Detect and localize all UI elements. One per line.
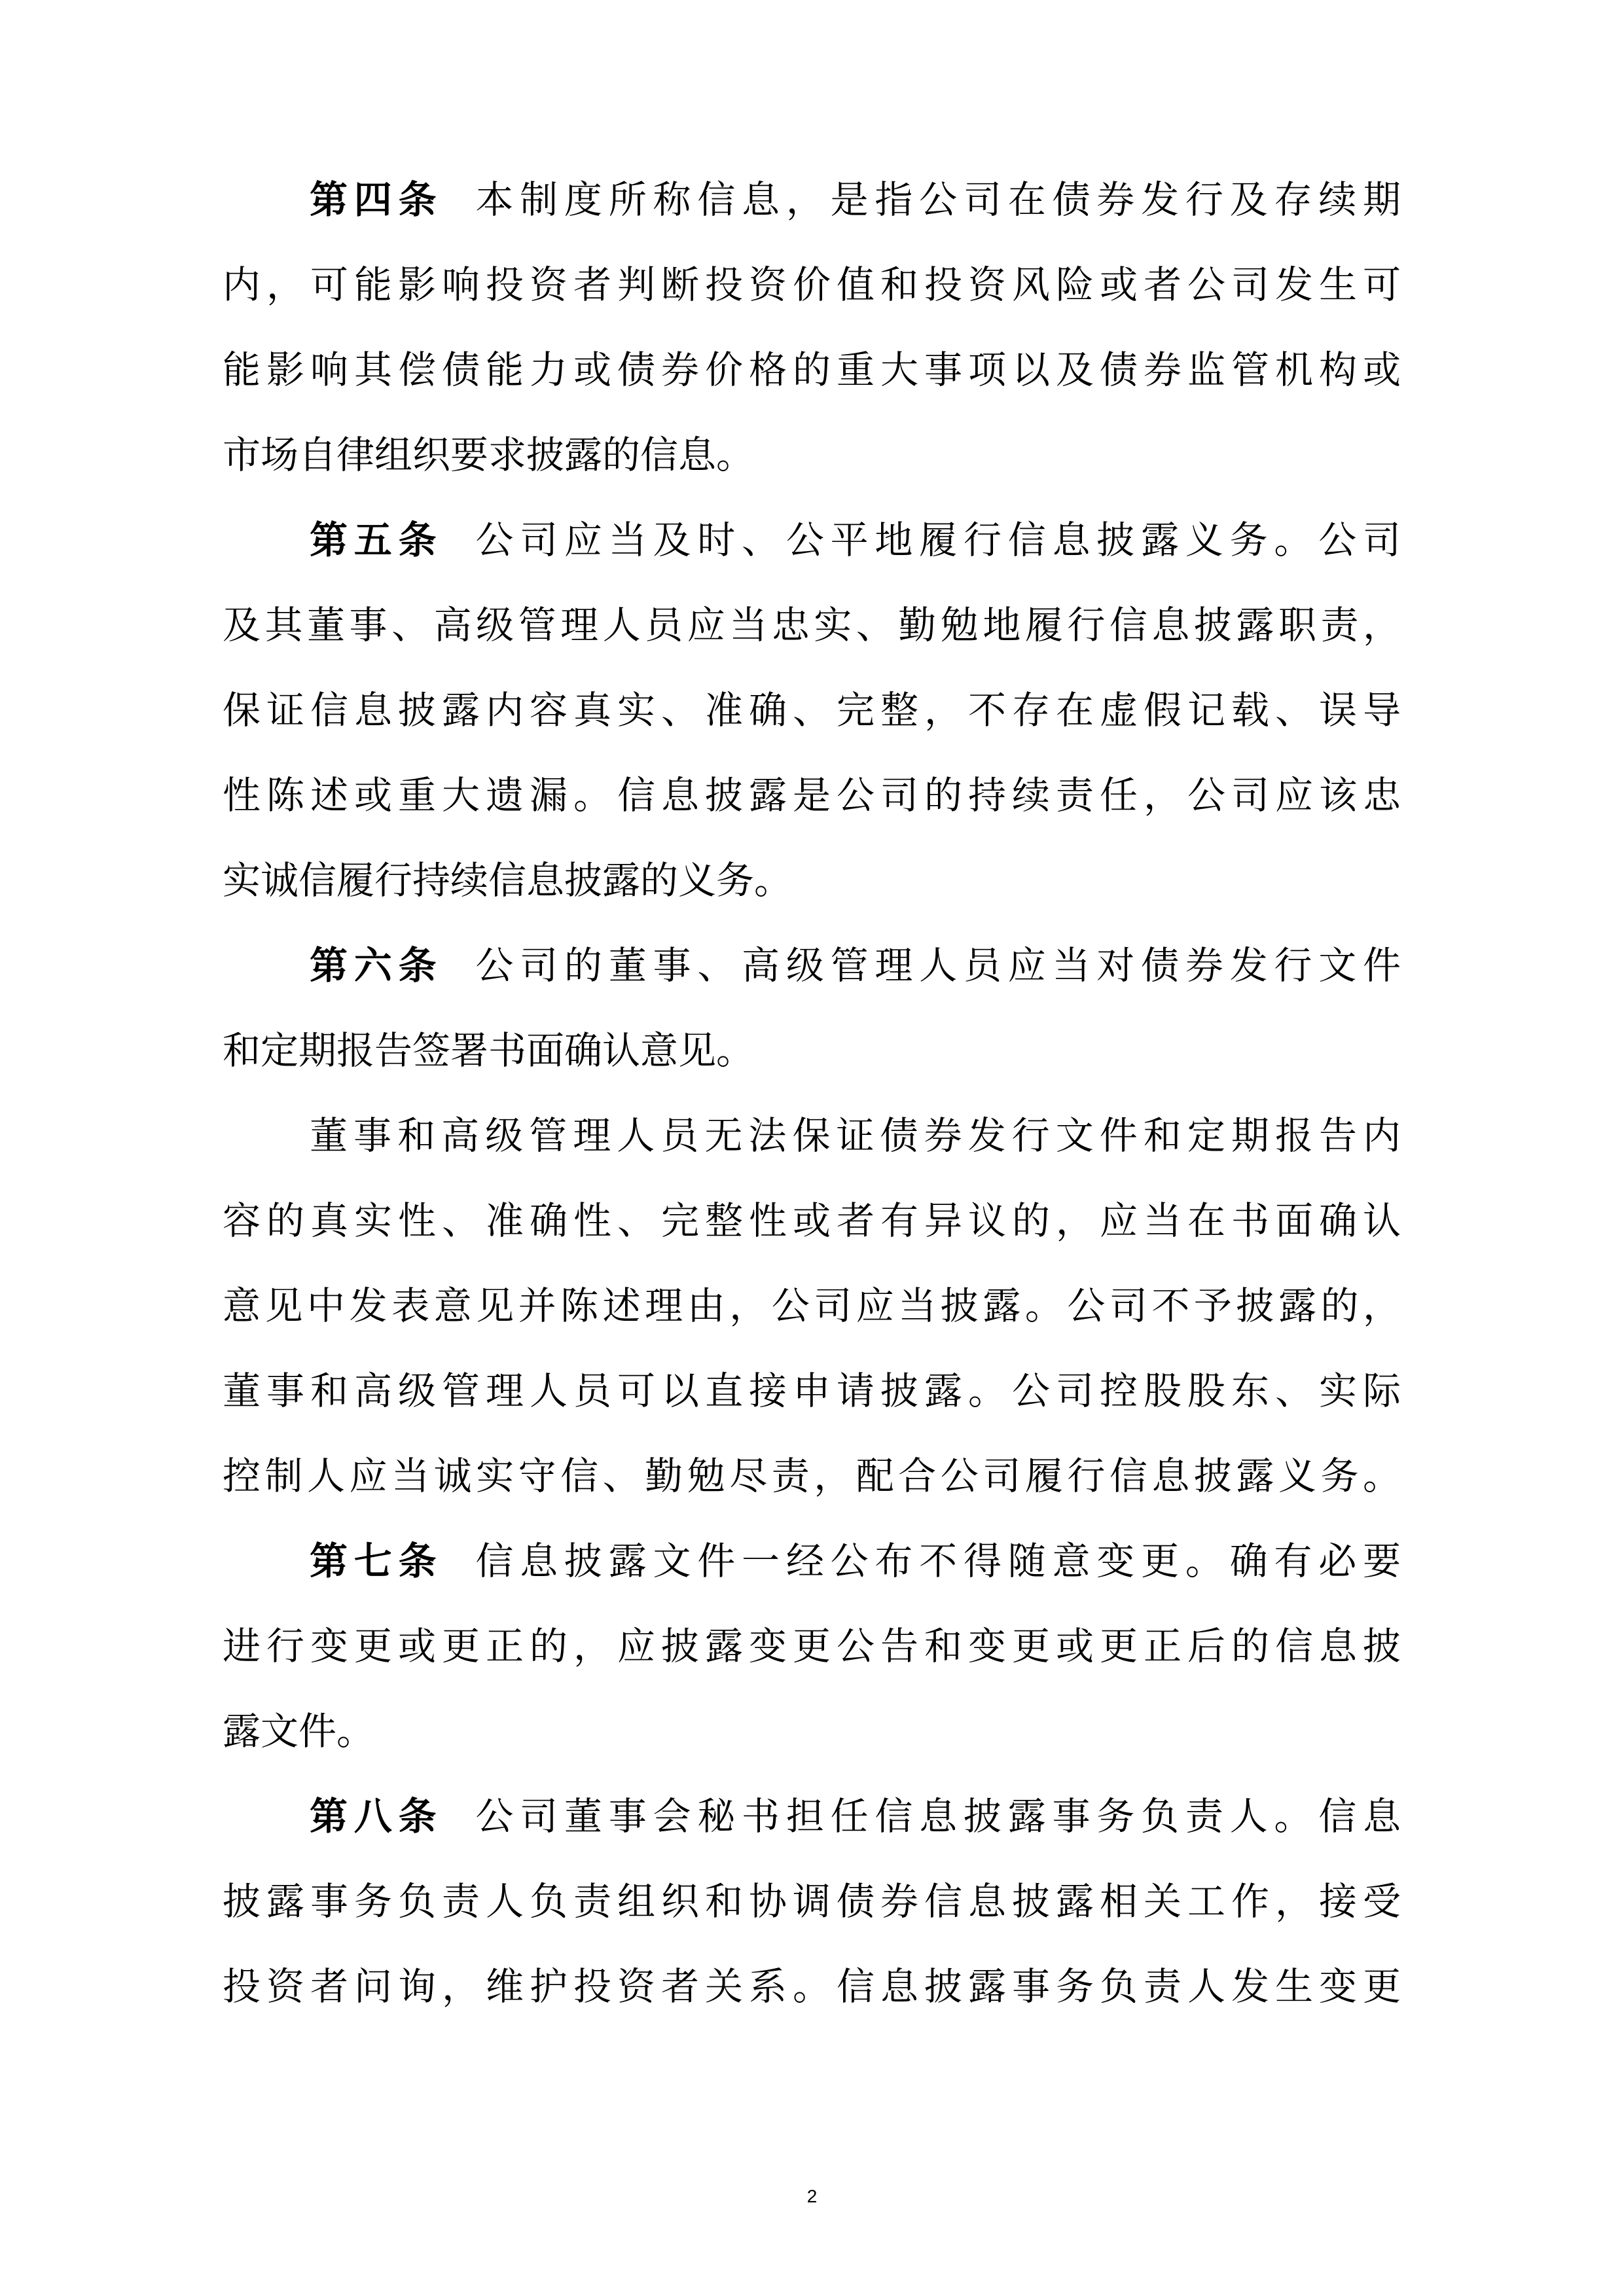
article-number: 第八条 bbox=[310, 1794, 443, 1839]
paragraph-line: 内，可能影响投资者判断投资价值和投资风险或者公司发生可 bbox=[223, 262, 1401, 307]
paragraph-line: 董事和高级管理人员可以直接申请披露。公司控股股东、实际 bbox=[223, 1369, 1401, 1413]
document-body bbox=[223, 167, 1401, 2039]
article-5-paragraph bbox=[223, 507, 1401, 933]
paragraph-line: 进行变更或更正的，应披露变更公告和变更或更正后的信息披 bbox=[223, 1624, 1401, 1668]
paragraph-line: 和定期报告签署书面确认意见。 bbox=[223, 1028, 755, 1073]
paragraph-line: 保证信息披露内容真实、准确、完整，不存在虚假记载、误导 bbox=[223, 688, 1401, 732]
article-6-paragraph bbox=[223, 933, 1401, 1103]
paragraph-line: 性陈述或重大遗漏。信息披露是公司的持续责任，公司应该忠 bbox=[223, 773, 1401, 817]
paragraph-line: 第七条 信息披露文件一经公布不得随意变更。确有必要 bbox=[310, 1539, 1401, 1583]
paragraph-line: 披露事务负责人负责组织和协调债券信息披露相关工作，接受 bbox=[223, 1879, 1401, 1924]
article-number: 第六条 bbox=[310, 943, 443, 988]
article-number: 第四条 bbox=[310, 177, 443, 222]
paragraph-line: 董事和高级管理人员无法保证债券发行文件和定期报告内 bbox=[310, 1113, 1401, 1158]
paragraph-line: 控制人应当诚实守信、勤勉尽责，配合公司履行信息披露义务。 bbox=[223, 1454, 1401, 1498]
article-8-paragraph bbox=[223, 1784, 1401, 2039]
paragraph-line: 第四条 本制度所称信息，是指公司在债券发行及存续期 bbox=[310, 177, 1401, 222]
article-number: 第五条 bbox=[310, 518, 443, 562]
article-number: 第七条 bbox=[310, 1539, 443, 1583]
article-4-paragraph bbox=[223, 167, 1401, 507]
paragraph-line: 第八条 公司董事会秘书担任信息披露事务负责人。信息 bbox=[310, 1794, 1401, 1839]
article-6-continuation-paragraph bbox=[223, 1103, 1401, 1528]
paragraph-line: 意见中发表意见并陈述理由，公司应当披露。公司不予披露的， bbox=[223, 1283, 1401, 1328]
paragraph-line: 及其董事、高级管理人员应当忠实、勤勉地履行信息披露职责， bbox=[223, 603, 1401, 647]
paragraph-line: 市场自律组织要求披露的信息。 bbox=[223, 433, 755, 477]
paragraph-line: 容的真实性、准确性、完整性或者有异议的，应当在书面确认 bbox=[223, 1198, 1401, 1243]
article-7-paragraph bbox=[223, 1528, 1401, 1784]
paragraph-line: 第六条 公司的董事、高级管理人员应当对债券发行文件 bbox=[310, 943, 1401, 988]
paragraph-line: 能影响其偿债能力或债券价格的重大事项以及债券监管机构或 bbox=[223, 348, 1401, 392]
paragraph-line: 实诚信履行持续信息披露的义务。 bbox=[223, 858, 793, 903]
paragraph-line: 露文件。 bbox=[223, 1709, 375, 1753]
paragraph-line: 第五条 公司应当及时、公平地履行信息披露义务。公司 bbox=[310, 518, 1401, 562]
paragraph-line: 投资者问询，维护投资者关系。信息披露事务负责人发生变更 bbox=[223, 1964, 1401, 2009]
page-number: 2 bbox=[806, 2186, 818, 2206]
